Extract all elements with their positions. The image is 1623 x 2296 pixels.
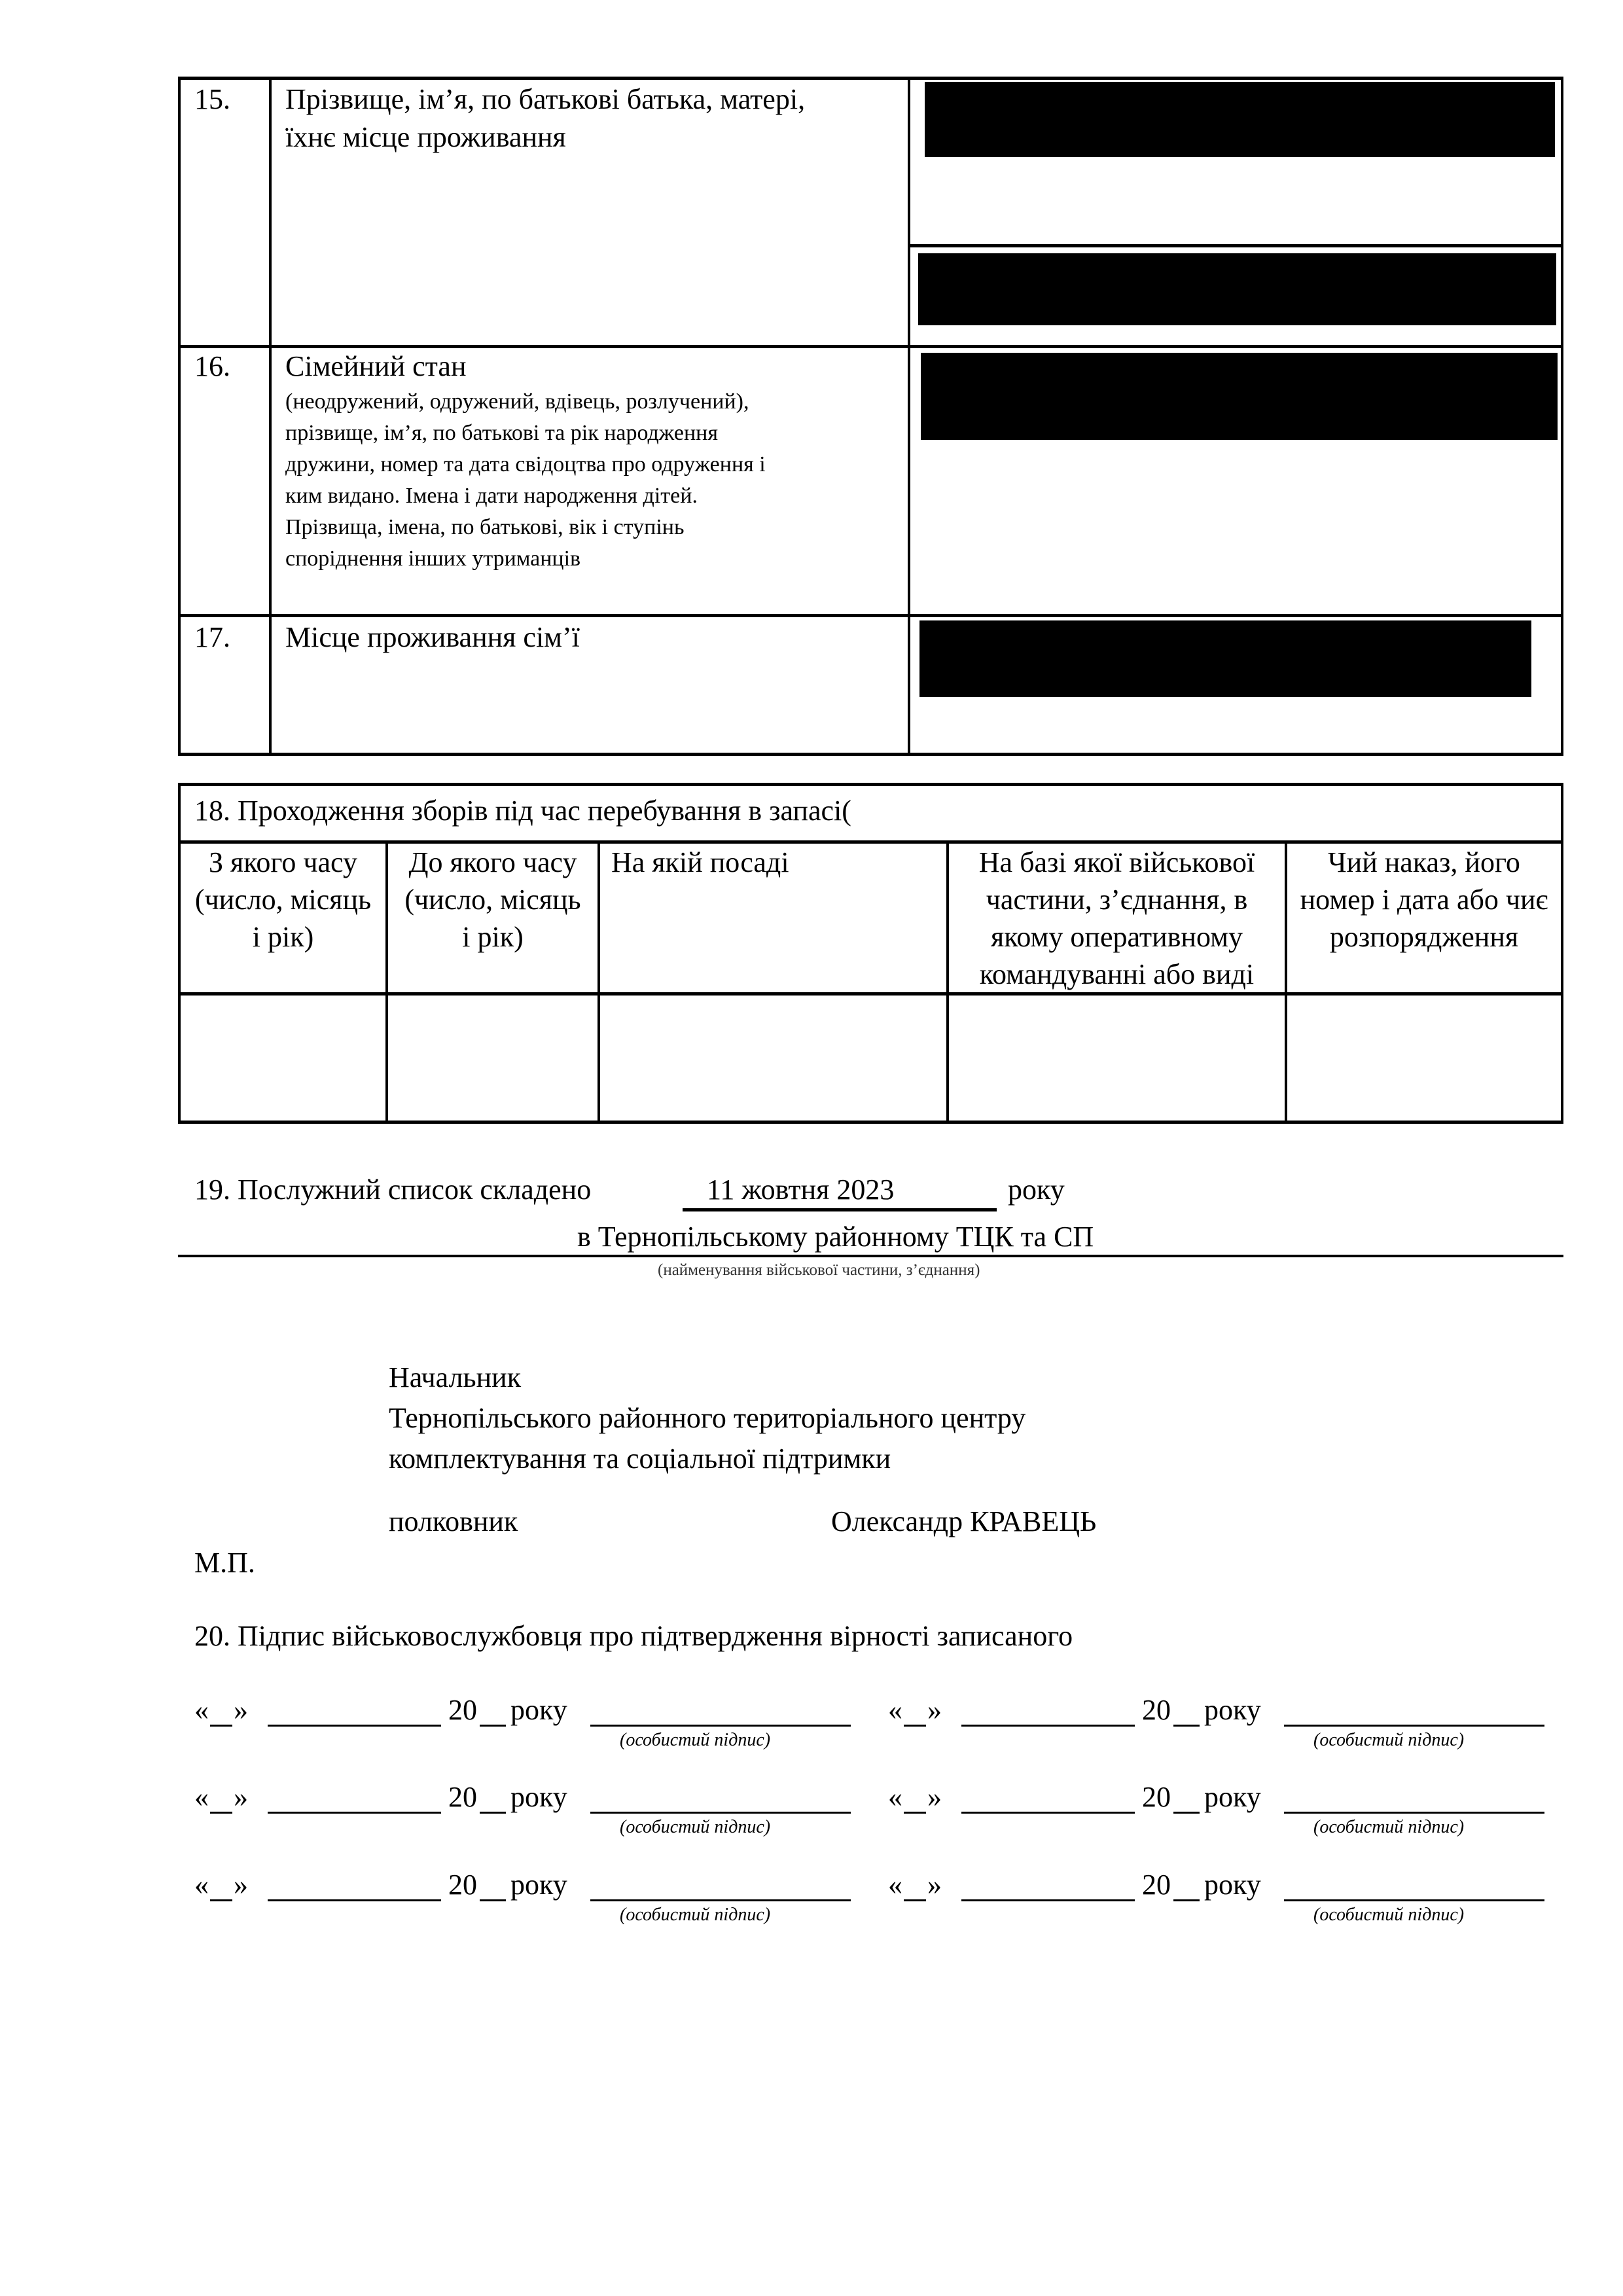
century: 20 <box>1142 1694 1171 1726</box>
signature-entry[interactable] <box>888 1779 1569 1851</box>
open-quote: « <box>194 1694 209 1726</box>
table-cell <box>949 996 1285 1121</box>
note-line: ким видано. Імена і дати народження дітей. <box>285 484 698 508</box>
row-label: Сімейний стан <box>285 350 467 382</box>
table-border-right <box>1561 783 1563 1124</box>
century: 20 <box>448 1869 477 1901</box>
year-word: року <box>1008 1174 1065 1206</box>
column-header-position <box>611 844 938 881</box>
close-quote: » <box>234 1694 248 1726</box>
redacted-value <box>919 620 1531 697</box>
unit-underline <box>178 1255 1563 1257</box>
signature-entry[interactable] <box>194 1692 875 1764</box>
table-border-top <box>178 783 1563 786</box>
table-border-top <box>178 77 1563 80</box>
note-line: споріднення інших утриманців <box>285 547 581 571</box>
table-cell <box>600 996 946 1121</box>
header-line: Чий наказ, його <box>1328 846 1520 878</box>
signatory-title-line: Тернопільського районного територіального центру <box>389 1402 1026 1434</box>
redacted-value <box>925 82 1555 157</box>
signature-blank[interactable] <box>590 1725 851 1727</box>
header-line: До якого часу <box>408 846 577 878</box>
row-divider-16-17 <box>178 614 1563 617</box>
day-blank[interactable] <box>904 1812 926 1814</box>
header-line: На якій посаді <box>611 846 789 878</box>
signature-caption: (особистий підпис) <box>1313 1817 1465 1837</box>
signature-caption: (особистий підпис) <box>620 1817 771 1837</box>
signature-entry[interactable] <box>194 1779 875 1851</box>
row15-value-subdivider <box>908 244 1563 247</box>
row-label: їхнє місце проживання <box>285 121 566 153</box>
column-header-unit <box>949 844 1285 993</box>
close-quote: » <box>927 1694 942 1726</box>
signature-caption: (особистий підпис) <box>620 1905 771 1925</box>
signatory-title-line: комплектування та соціальної підтримки <box>389 1443 891 1475</box>
table-border-left <box>178 77 181 756</box>
row-number: 15. <box>194 83 230 115</box>
header-line: і рік) <box>462 921 524 953</box>
open-quote: « <box>888 1781 902 1813</box>
signature-caption: (особистий підпис) <box>1313 1730 1465 1750</box>
year-blank[interactable] <box>1173 1812 1200 1814</box>
table-border-bottom <box>178 753 1563 756</box>
year-word: року <box>510 1781 567 1813</box>
day-blank[interactable] <box>904 1899 926 1901</box>
signature-caption: (особистий підпис) <box>1313 1905 1465 1925</box>
redacted-value <box>918 253 1556 325</box>
unit-caption: (найменування військової частини, з’єднання) <box>658 1261 980 1279</box>
day-blank[interactable] <box>210 1812 232 1814</box>
number-column-divider <box>269 77 272 756</box>
year-word: року <box>1204 1781 1261 1813</box>
open-quote: « <box>194 1869 209 1901</box>
month-blank[interactable] <box>268 1899 441 1901</box>
stamp-placeholder: М.П. <box>194 1547 255 1579</box>
open-quote: « <box>888 1869 902 1901</box>
header-line: частини, з’єднання, в <box>986 884 1248 916</box>
row-number: 17. <box>194 621 230 653</box>
close-quote: » <box>927 1781 942 1813</box>
header-line: командуванні або виді <box>979 958 1255 990</box>
row-label: Прізвище, ім’я, по батькові батька, матері, <box>285 83 806 115</box>
header-line: З якого часу <box>209 846 357 878</box>
day-blank[interactable] <box>210 1725 232 1727</box>
table-cell <box>1287 996 1561 1121</box>
header-line: (число, місяць <box>194 884 372 916</box>
row-note <box>285 386 899 575</box>
year-word: року <box>1204 1869 1261 1901</box>
note-line: дружини, номер та дата свідоцтва про одруження і <box>285 452 766 476</box>
close-quote: » <box>234 1781 248 1813</box>
compiled-date: 11 жовтня 2023 <box>707 1174 895 1206</box>
year-word: року <box>1204 1694 1261 1726</box>
note-line: (неодружений, одружений, вдівець, розлучений), <box>285 389 749 414</box>
signatory-rank: полковник <box>389 1505 518 1537</box>
column-header-from <box>181 844 385 956</box>
close-quote: » <box>234 1869 248 1901</box>
section19-label: 19. Послужний список складено <box>194 1174 592 1206</box>
year-word: року <box>510 1694 567 1726</box>
table-row <box>181 996 1561 1121</box>
century: 20 <box>1142 1869 1171 1901</box>
column-header-to <box>388 844 597 956</box>
header-line: розпорядження <box>1329 921 1519 953</box>
century: 20 <box>448 1694 477 1726</box>
month-blank[interactable] <box>268 1725 441 1727</box>
day-blank[interactable] <box>210 1899 232 1901</box>
date-underline <box>683 1208 997 1211</box>
open-quote: « <box>194 1781 209 1813</box>
year-blank[interactable] <box>1173 1725 1200 1727</box>
note-line: Прізвища, імена, по батькові, вік і ступінь <box>285 515 685 539</box>
table-cell <box>181 996 385 1121</box>
month-blank[interactable] <box>961 1812 1135 1814</box>
open-quote: « <box>888 1694 902 1726</box>
note-line: прізвище, ім’я, по батькові та рік народження <box>285 421 718 445</box>
column-header-order <box>1287 844 1561 956</box>
year-blank[interactable] <box>480 1812 506 1814</box>
year-blank[interactable] <box>1173 1899 1200 1901</box>
signature-entry[interactable] <box>194 1867 875 1939</box>
century: 20 <box>1142 1781 1171 1813</box>
signature-blank[interactable] <box>590 1899 851 1901</box>
section20-title: 20. Підпис військовослужбовця про підтвердження вірності записаного <box>194 1620 1073 1652</box>
signatory-name: Олександр КРАВЕЦЬ <box>831 1505 1097 1537</box>
header-line: якому оперативному <box>991 921 1243 953</box>
unit-name: в Тернопільському районному ТЦК та СП <box>577 1221 1094 1253</box>
header-line: і рік) <box>252 921 314 953</box>
table-cell <box>388 996 597 1121</box>
header-line: На базі якої військової <box>978 846 1255 878</box>
century: 20 <box>448 1781 477 1813</box>
signature-caption: (особистий підпис) <box>620 1730 771 1750</box>
close-quote: » <box>927 1869 942 1901</box>
month-blank[interactable] <box>961 1899 1135 1901</box>
year-blank[interactable] <box>480 1725 506 1727</box>
month-blank[interactable] <box>268 1812 441 1814</box>
row-label: Місце проживання сім’ї <box>285 621 580 653</box>
signature-blank[interactable] <box>1284 1899 1544 1901</box>
signature-blank[interactable] <box>1284 1812 1544 1814</box>
header-line: номер і дата або чиє <box>1300 884 1548 916</box>
signature-entry[interactable] <box>888 1692 1569 1764</box>
year-blank[interactable] <box>480 1899 506 1901</box>
header-line: (число, місяць <box>404 884 581 916</box>
signature-blank[interactable] <box>590 1812 851 1814</box>
signatory-title-line: Начальник <box>389 1361 522 1393</box>
signature-entry[interactable] <box>888 1867 1569 1939</box>
row-number: 16. <box>194 350 230 382</box>
month-blank[interactable] <box>961 1725 1135 1727</box>
table-title: 18. Проходження зборів під час перебування в запасі( <box>194 795 851 827</box>
value-column-divider <box>908 77 910 756</box>
signature-blank[interactable] <box>1284 1725 1544 1727</box>
table-border-right <box>1561 77 1563 756</box>
day-blank[interactable] <box>904 1725 926 1727</box>
redacted-value <box>921 353 1558 440</box>
year-word: року <box>510 1869 567 1901</box>
